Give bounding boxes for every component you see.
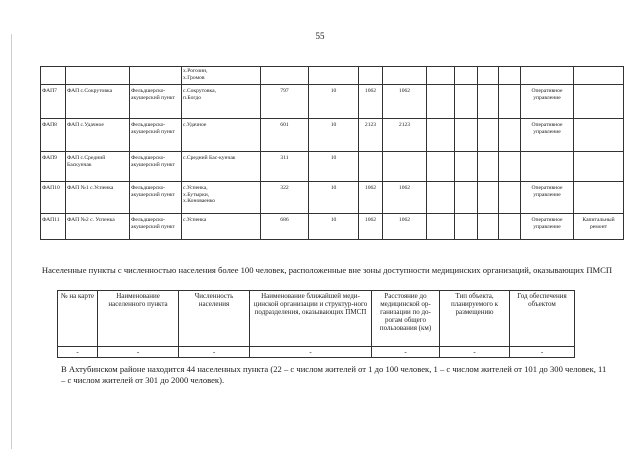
table-cell: - bbox=[250, 347, 372, 358]
last-cell bbox=[574, 85, 624, 119]
table-row bbox=[41, 119, 624, 152]
table-cell: - bbox=[440, 347, 510, 358]
fap-code: ФАП9 bbox=[41, 152, 66, 182]
value-cell: 1062 bbox=[383, 182, 427, 214]
value-cell: 10 bbox=[309, 119, 359, 152]
last-cell bbox=[574, 119, 624, 152]
value-cell: 10 bbox=[309, 182, 359, 214]
management-cell: Оперативное управление bbox=[521, 85, 574, 119]
value-cell: 2123 bbox=[383, 119, 427, 152]
population-cell: 322 bbox=[261, 182, 309, 214]
settlements-cell: с.Успенка bbox=[182, 214, 261, 240]
value-cell: 10 bbox=[309, 85, 359, 119]
table-cell: - bbox=[98, 347, 179, 358]
fap-code: ФАП10 bbox=[41, 182, 66, 214]
value-cell: 1062 bbox=[383, 85, 427, 119]
table-cell: - bbox=[372, 347, 440, 358]
population-cell: 311 bbox=[261, 152, 309, 182]
table-cell: - bbox=[179, 347, 250, 358]
column-header: Численность населения bbox=[179, 291, 250, 347]
last-cell bbox=[574, 182, 624, 214]
table-row bbox=[58, 347, 575, 358]
fap-code: ФАП7 bbox=[41, 85, 66, 119]
population-cell: 601 bbox=[261, 119, 309, 152]
page-edge-line bbox=[11, 34, 12, 449]
fap-type: Фельдшерско-акушерский пункт bbox=[130, 182, 182, 214]
table-cell: - bbox=[510, 347, 575, 358]
management-cell: Оперативное управление bbox=[521, 182, 574, 214]
table-row bbox=[41, 152, 624, 182]
population-cell: 686 bbox=[261, 214, 309, 240]
fap-type: Фельдшерско-акушерский пункт bbox=[130, 214, 182, 240]
column-header: Тип объекта, планируемого к размещению bbox=[440, 291, 510, 347]
value-cell: 10 bbox=[309, 214, 359, 240]
value-cell: 2123 bbox=[359, 119, 383, 152]
value-cell: 1062 bbox=[383, 214, 427, 240]
last-cell bbox=[574, 152, 624, 182]
column-header: Наименование населенного пункта bbox=[98, 291, 179, 347]
population-cell: 797 bbox=[261, 85, 309, 119]
fap-type: Фельдшерско-акушерский пункт bbox=[130, 85, 182, 119]
summary-paragraph: В Ахтубинском районе находится 44 населенных пункта (22 – с числом жителей от 1 до 100 человек, 1 – с числом жителей от 101 до 300 человек, 11 – с числом жителей от 301 до 2000 человек). bbox=[61, 364, 607, 385]
fap-type: Фельдшерско-акушерский пункт bbox=[130, 119, 182, 152]
value-cell bbox=[383, 152, 427, 182]
settlements-cell: с.Удачное bbox=[182, 119, 261, 152]
section-heading: Населенные пункты с численностью населения более 100 человек, расположенные вне зоны доступности медицинских организаций, оказывающих ПМСП bbox=[41, 265, 613, 275]
fap-code: ФАП8 bbox=[41, 119, 66, 152]
fap-table bbox=[40, 66, 624, 240]
settlements-cell: с.Успенка, х.Бутырки, х.Коноваенко bbox=[182, 182, 261, 214]
settlements-cell: с.Средний Бас-кунчак bbox=[182, 152, 261, 182]
fap-code: ФАП11 bbox=[41, 214, 66, 240]
page-number: 55 bbox=[315, 31, 325, 41]
table-cell: - bbox=[58, 347, 98, 358]
column-header: Расстояние до медицинской ор-ганизации по до-рогам общего пользования (км) bbox=[372, 291, 440, 347]
value-cell: 1062 bbox=[359, 182, 383, 214]
fap-name: ФАП с.Удачное bbox=[66, 119, 130, 152]
fap-name: ФАП №2 с. Успенка bbox=[66, 214, 130, 240]
value-cell: 1062 bbox=[359, 85, 383, 119]
last-cell: Капитальный ремонт bbox=[574, 214, 624, 240]
settlements-cell: с.Сокрутовка, п.Богдо bbox=[182, 85, 261, 119]
management-cell: Оперативное управление bbox=[521, 214, 574, 240]
table-row bbox=[41, 214, 624, 240]
fap-name: ФАП №1 с.Успенка bbox=[66, 182, 130, 214]
outside-zone-table bbox=[57, 290, 575, 358]
management-cell: Оперативное управление bbox=[521, 119, 574, 152]
table-row bbox=[41, 67, 624, 85]
table-row bbox=[41, 182, 624, 214]
management-cell bbox=[521, 152, 574, 182]
column-header: Год обеспечения объектом bbox=[510, 291, 575, 347]
settlements-cell: х.Рогозин, х.Громов bbox=[182, 67, 261, 85]
table-row bbox=[41, 85, 624, 119]
value-cell: 1062 bbox=[359, 214, 383, 240]
column-header: № на карте bbox=[58, 291, 98, 347]
fap-name: ФАП с.Сокрутовка bbox=[66, 85, 130, 119]
value-cell: 10 bbox=[309, 152, 359, 182]
fap-name: ФАП с.Средний Баскунчак bbox=[66, 152, 130, 182]
fap-type: Фельдшерско-акушерский пункт bbox=[130, 152, 182, 182]
column-header: Наименование ближайшей меди-цинской организации и структур-ного подразделения, оказывающих ПМСП bbox=[250, 291, 372, 347]
value-cell bbox=[359, 152, 383, 182]
table-header-row bbox=[58, 291, 575, 347]
